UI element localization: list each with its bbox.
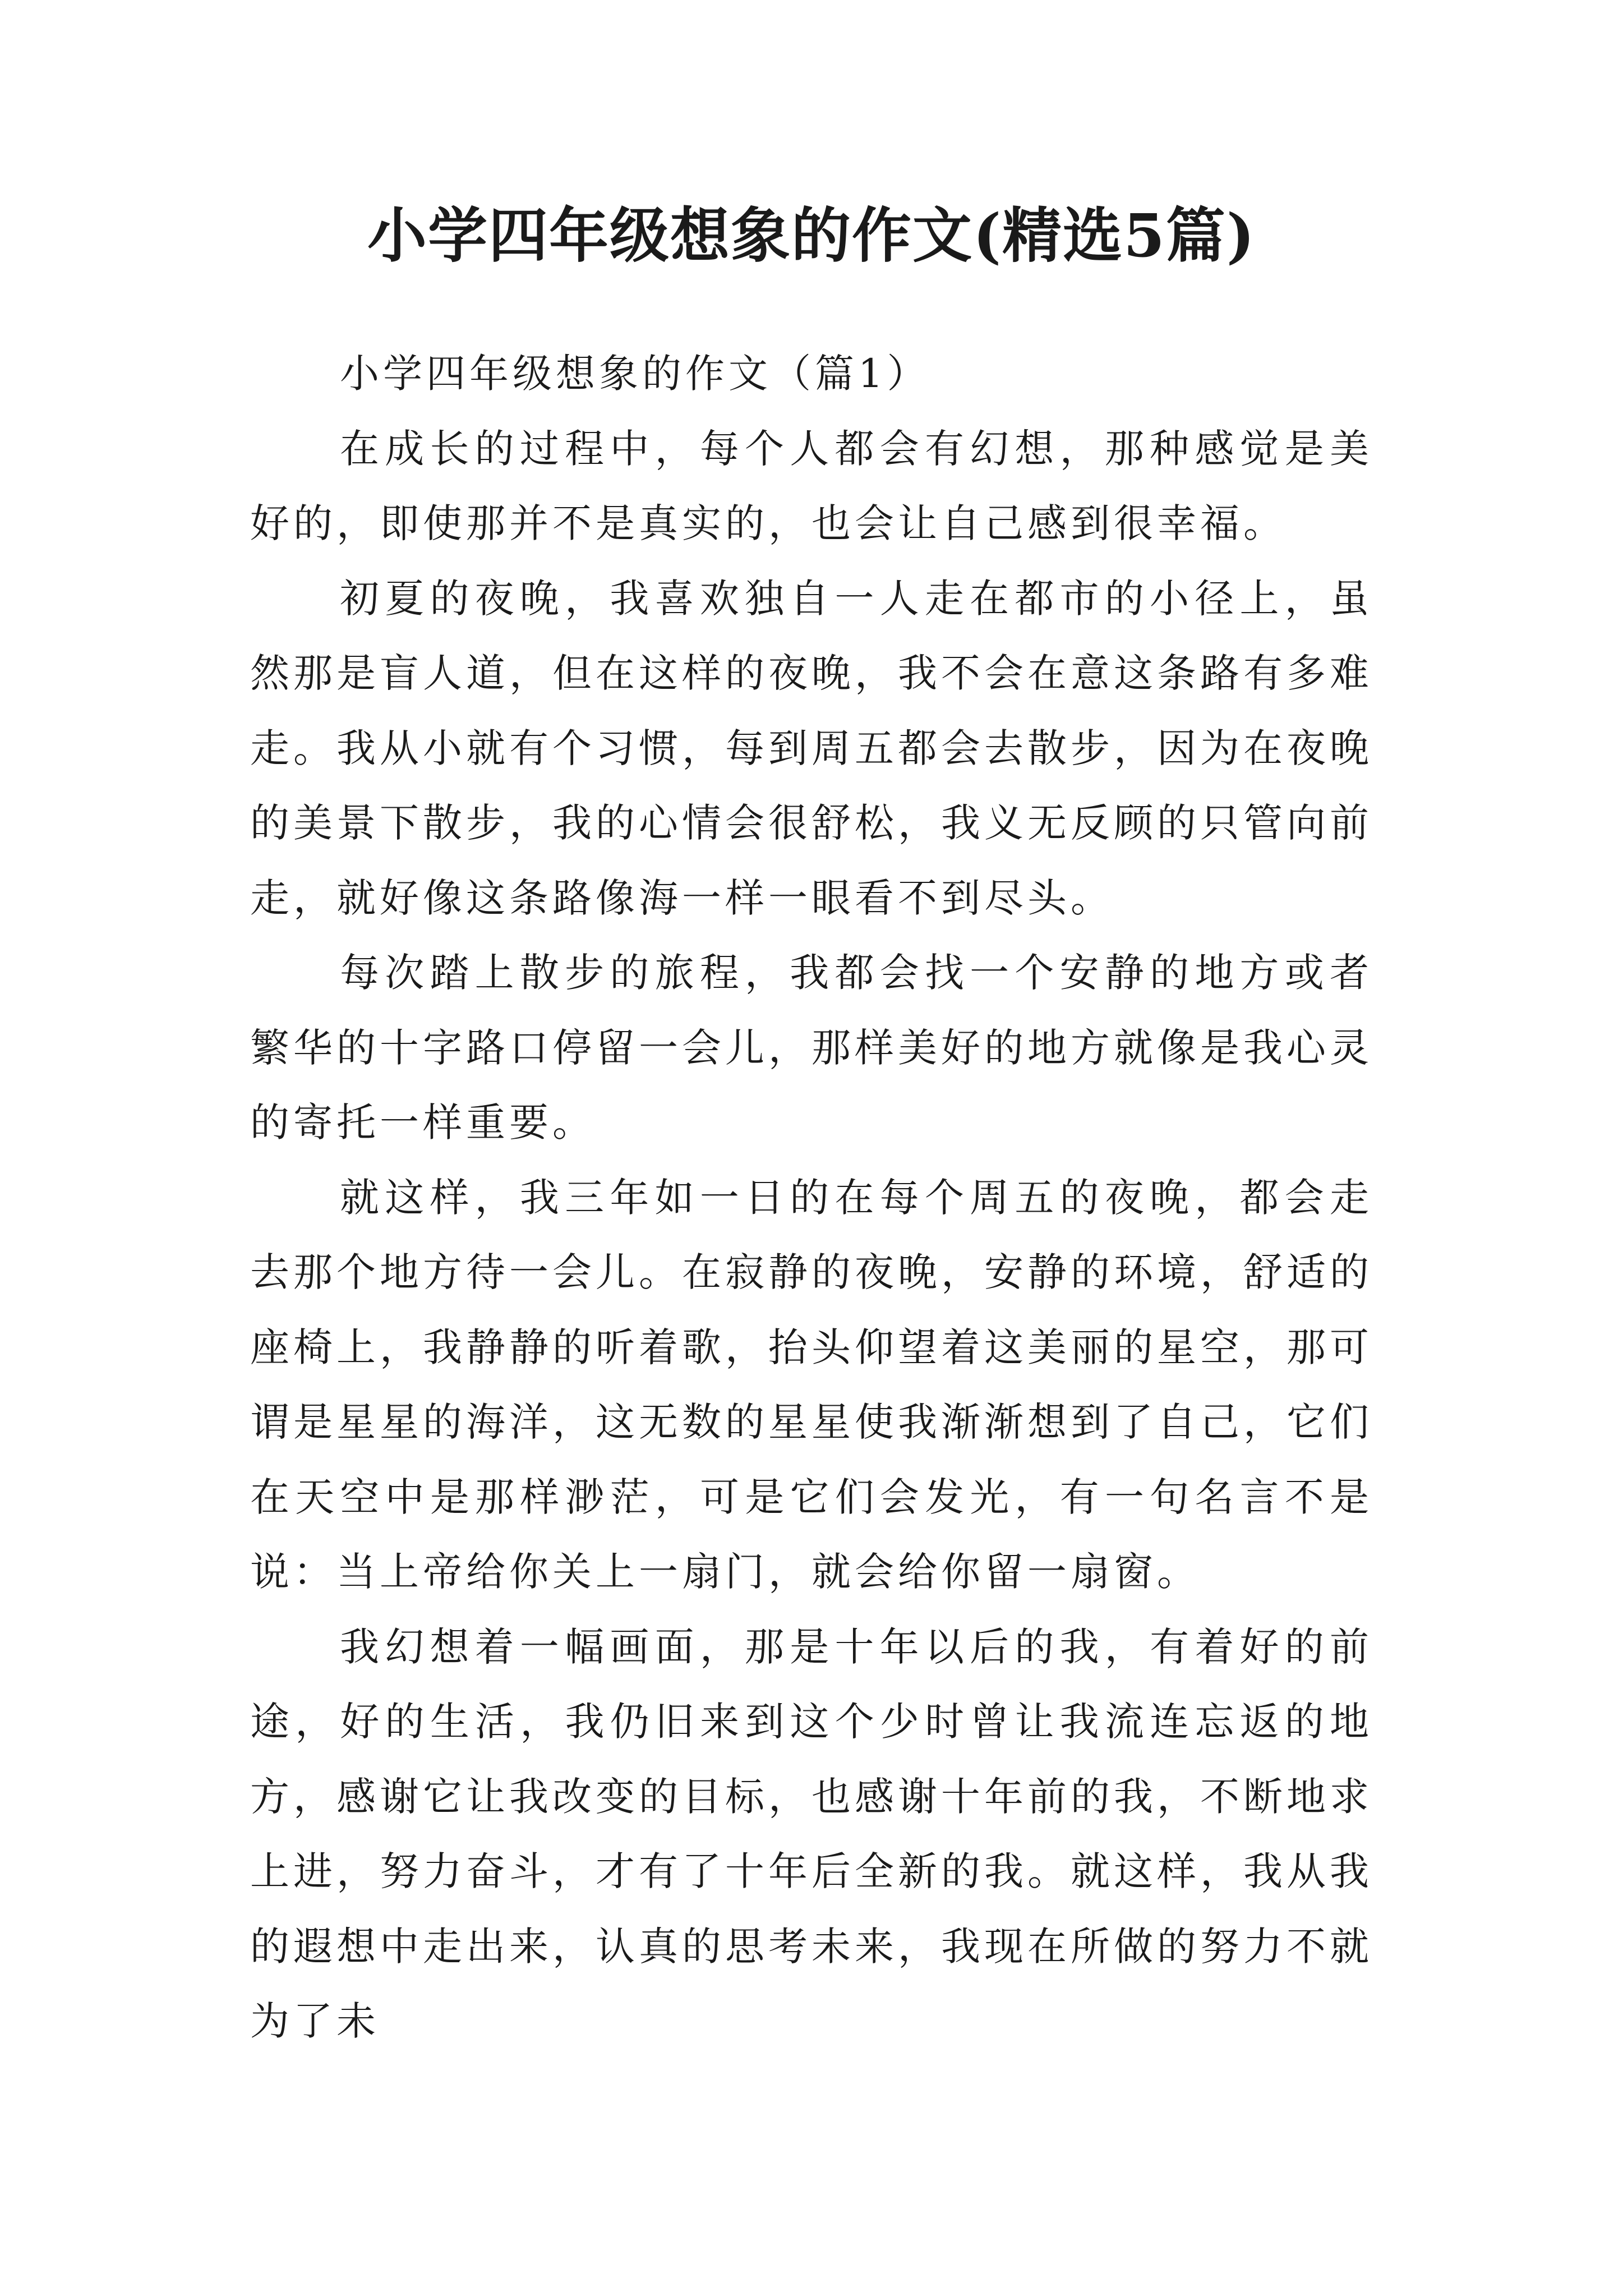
document-title: 小学四年级想象的作文(精选5篇) [367, 200, 1256, 270]
paragraph: 在成长的过程中，每个人都会有幻想，那种感觉是美好的，即使那并不是真实的，也会让自己感到很幸福。 [250, 425, 1373, 546]
paragraph: 初夏的夜晚，我喜欢独自一人走在都市的小径上，虽然那是盲人道，但在这样的夜晚，我不会在意这条路有多难走。我从小就有个习惯，每到周五都会去散步，因为在夜晚的美景下散步，我的心情会很舒松，我义无反顾的只管向前走，就好像这条路像海一样一眼看不到尽头。 [250, 575, 1373, 921]
paragraph: 就这样，我三年如一日的在每个周五的夜晚，都会走去那个地方待一会儿。在寂静的夜晚，安静的环境，舒适的座椅上，我静静的听着歌，抬头仰望着这美丽的星空，那可谓是星星的海洋，这无数的星星使我渐渐想到了自己，它们在天空中是那样渺茫，可是它们会发光，有一句名言不是说：当上帝给你关上一扇门，就会给你留一扇窗。 [250, 1174, 1373, 1595]
paragraph: 每次踏上散步的旅程，我都会找一个安静的地方或者繁华的十字路口停留一会儿，那样美好的地方就像是我心灵的寄托一样重要。 [250, 950, 1373, 1145]
document-body [250, 337, 1373, 2059]
paragraph: 我幻想着一幅画面，那是十年以后的我，有着好的前途，好的生活，我仍旧来到这个少时曾让我流连忘返的地方，感谢它让我改变的目标，也感谢十年前的我，不断地求上进，努力奋斗，才有了十年后全新的我。就这样，我从我的遐想中走出来，认真的思考未来，我现在所做的努力不就为了未 [250, 1623, 1373, 2044]
section-heading: 小学四年级想象的作文（篇1） [340, 351, 930, 397]
